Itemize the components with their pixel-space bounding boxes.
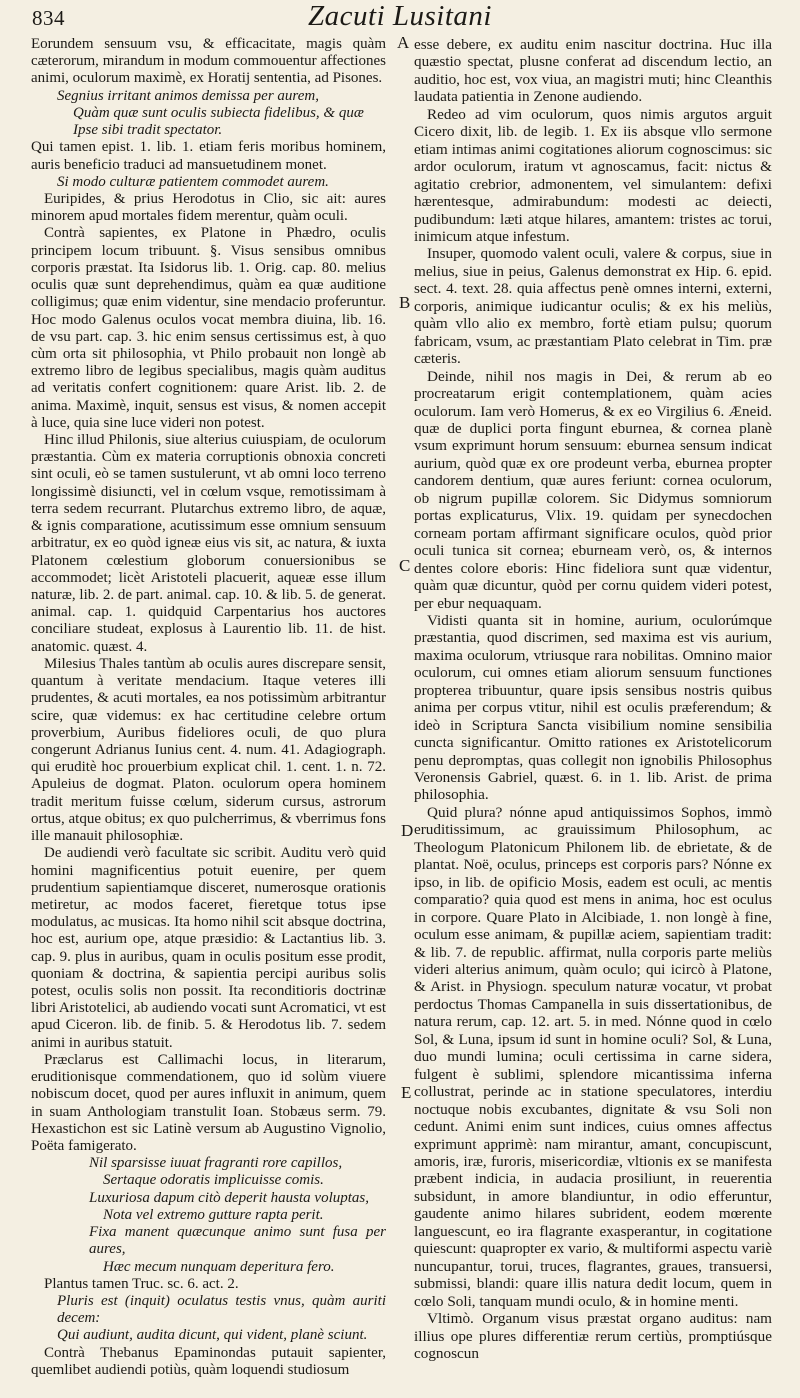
margin-letter-a: A: [397, 33, 410, 52]
right-column-paragraph: Vltimò. Organum visus præstat organo auditus: nam illius ope plures differentiæ rerum certiùs, promptiúsque cognoscun: [414, 1310, 772, 1362]
left-column-paragraph: Plantus tamen Truc. sc. 6. act. 2.: [44, 1275, 239, 1292]
right-column: [414, 36, 772, 1362]
left-column-verse-line: Ipse sibi tradit spectator.: [73, 122, 223, 139]
right-column-paragraph: Redeo ad vim oculorum, quos nimis argutos arguit Cicero dixit, lib. de legib. 1. Ex iis absque vllo sermone etiam intimas animi cogitationes aliorum cognoscimus: sic ardor oculorum, iratum vt agnoscamus, facit: nictus & agitatio crebrior, admonentem, vel simulantem: defixi hærentesque, admirabundum: modesti ac deiecti, pudibundum: læti atque hilares, amantem: tristes ac torui, inimicum atque infestum.: [414, 105, 772, 245]
left-column-paragraph: Præclarus est Callimachi locus, in literarum, eruditionisque commendationem, quo id solùm viuere nobiscum docet, quod per aures influxit in animum, quem in suam Anthologiam transtulit Ioan. Stobæus serm. 79. Hexastichon est sic Latinè versum ab Augustino Vignolio, Poëta famigerato.: [31, 1051, 386, 1154]
margin-letter-b: B: [399, 293, 411, 312]
left-column-paragraph: Eorundem sensuum vsu, & efficacitate, magis quàm cæterorum, mirandum in modum commouentur affectiones animi, oculorum maximè, ex Horatij sententia, ad Pisones.: [31, 36, 386, 87]
margin-letter-e: E: [401, 1083, 412, 1102]
left-column-verse-line: Si modo culturæ patientem commodet aurem.: [57, 173, 329, 190]
right-column-paragraph: Vidisti quanta sit in homine, aurium, oculorúmque præstantia, quod discrimen, sed maxima est vis aurium, maxima oculorum, vtriusque rara nobilitas. Omnino maior oculorum, cui omnes etiam aliorum sensuum functiones propterea tribuuntur, quare ipsis sensibus nostris quibus anima per corpus vtitur, nihil est oculis præferendum; & ideò in Scriptura Sancta visibilium nomine sensibilia cuncta significantur. Omitto rationes ex Aristotelicorum penu depromptas, quas collegit non ignobilis Philosophus Veronensis Gabriel, quæst. 6. in 1. lib. Arist. de prima philosophia.: [414, 611, 772, 804]
left-column-paragraph: Qui tamen epist. 1. lib. 1. etiam feris moribus hominem, auris beneficio traduci ad mansuetudinem monet.: [31, 139, 386, 173]
right-column-paragraph: Deinde, nihil nos magis in Dei, & rerum ab eo procreatarum erigit contemplationem, quàm acies oculorum. Iam verò Homerus, & ex eo Virgilius 6. Æneid. quæ de duplici porta fingunt eburnea, & cornea planè vsum exprimunt horum sensuum: eburnea sensum indicat aurium, quòd quæ ex ore prodeunt verba, eburnea propter candorem dentium, quæ aures feriunt: cornea oculorum, ob nigrum pupillæ colorem. Sic Didymus somniorum portas explicaturus, Vlix. 19. quidam per synecdochen corneam portam affirmant significare oculos, quòd prior oculi tunica sit cornea; eburneam verò, os, & internos dentes colore eboris: Hinc fideliora sunt quæ videntur, quàm quæ dicuntur, quòd per cornu quidem videri potest, per ebur nequaquam.: [414, 367, 772, 612]
margin-letter-c: C: [399, 556, 411, 575]
left-column-paragraph: Contrà Thebanus Epaminondas putauit sapienter, quemlibet audiendi potiùs, quàm loquendi studiosum: [31, 1344, 386, 1378]
left-column-paragraph: Milesius Thales tantùm ab oculis aures discrepare sensit, quantum à veritate mendacium. Itaque veteres illi prudentes, & acuti mortales, ea nos potissimùm arbitrantur scire, quæ videmus: ex hac certitudine celebre ortum proverbium, Auribus fideliores oculi, de quo plura congerunt Adrianus Iunius cent. 4. num. 41. Adagiograph. qui eruditè hoc prouerbium explicat chil. 1. cent. 1. n. 72. Apuleius de dogmat. Platon. oculorum opera hominem tradit meritum fuisse cœlum, siderum cursus, astrorum ortus, atque obitus; ex quo pulcherrimus, & vberrimus fons ille manauit philosophiæ.: [31, 655, 386, 845]
left-column-verse-line: Quàm quæ sunt oculis subiecta fidelibus, & quæ: [73, 104, 364, 121]
left-column-verse-line: Sertaque odoratis implicuisse comis.: [103, 1172, 324, 1189]
right-column-paragraph: esse debere, ex auditu enim nascitur doctrina. Huc illa quæstio spectat, plusne conferat ad discendum lectio, an auditio, hoc est, vox viua, an magistri muti; hinc Cleanthis laudata patientia in Zenone audiendo.: [414, 36, 772, 106]
left-column-paragraph: Hinc illud Philonis, siue alterius cuiuspiam, de oculorum præstantia. Cùm ex materia corruptionis obnoxia concreti sint oculi, eò se tamen sustulerunt, vt ab omni loco terreno longissimè disiuncti, vel in cœlum vsque, remotissimam à terra sedem recurrant. Plutarchus extremo libro, de aquæ, & ignis comparatione, acutissimum esse omnium sensuum arbitratur, ex eo quòd igneæ eius vis sit, ac natura, & iuxta Platonem cœlestium globorum conuersionibus se accommodet; licèt Aristoteli placuerit, aqueæ esse illum naturæ, lib. 2. de part. animal. cap. 10. & lib. 5. de generat. animal. cap. 1. quidquid Carpentarius hos auctores conciliare studeat, explosus à Laurentio lib. 11. de hist. anatomic. quæst. 4.: [31, 432, 386, 655]
running-title: Zacuti Lusitani: [308, 0, 492, 32]
left-column-verse-line: Nota vel extremo gutture rapta perit.: [103, 1206, 324, 1223]
left-column: [31, 36, 386, 1379]
left-column-verse-line: Nil sparsisse iuuat fragranti rore capillos,: [89, 1155, 343, 1172]
right-column-paragraph: Insuper, quomodo valent oculi, valere & corpus, siue in melius, siue in peius, Galenus demonstrat ex Hip. 6. epid. sect. 4. text. 28. quia affectus penè omnes interni, externi, corporis, animique iudicantur oculis; & ex his meliùs, quàm vllo alio ex membro, fortè etiam pulsu; quorum fabricam, vsum, ac præstantiam Plato celebrat in Tim. præ cæteris.: [414, 245, 772, 368]
margin-letter-d: D: [401, 821, 414, 840]
left-column-verse-line: Fixa manent quæcunque animo sunt fusa per aures,: [89, 1224, 386, 1258]
page-number: 834: [32, 6, 65, 30]
left-column-verse-line: Luxuriosa dapum citò deperit hausta voluptas,: [89, 1189, 369, 1206]
left-column-verse-line: Pluris est (inquit) oculatus testis vnus, quàm auriti decem:: [57, 1292, 386, 1327]
left-column-verse-line: Hæc mecum nunquam deperitura fero.: [103, 1258, 335, 1275]
left-column-verse-line: Segnius irritant animos demissa per aurem,: [57, 87, 319, 104]
left-column-paragraph: De audiendi verò facultate sic scribit. Auditu verò quid homini magnificentius potuit euenire, per quem prudentium sapientiamque disceret, numerosque orationis metiretur, ac modos faceret, fieretque totus ipse modulatus, ac musicas. Ita homo nihil scit absque doctrina, hoc est, aurium ope, atque præsidio: & Lactantius lib. 3. cap. 9. plus in auribus, quam in oculis positum esse prodit, quoniam & doctrina, & sapientia percipi auribus solis potest, oculis solis non possit. Ita reconditioris doctrinæ libri Aristotelici, ab audiendo vocati sunt Acromatici, vt est apud Ciceron. lib. de finib. 5. & Herodotus lib. 7. sedem animi in auribus statuit.: [31, 845, 386, 1051]
left-column-paragraph: Euripides, & prius Herodotus in Clio, sic ait: aures minorem apud mortales fidem merentur, quàm oculi.: [31, 190, 386, 225]
left-column-paragraph: Contrà sapientes, ex Platone in Phædro, oculis principem locum tribuunt. §. Visus sensibus omnibus corporis præstat. Ita Isidorus lib. 1. Orig. cap. 80. melius oculis quæ sunt deprehendimus, quàm ea quæ auditione colligimus; quæ enim videntur, sine mendacio proferuntur. Hoc modo Galenus oculos vocat membra diuina, lib. 16. de vsu part. cap. 3. hic enim sensus certissimus est, à quo cùm orta sit philosophia, vt Philo probauit non longè ab extremo libro de legibus specialibus, magis quàm auditus ad veritatis confert cognitionem: quare Arist. lib. 2. de anima. Maximè, inquit, sensus est visus, & nomen accepit à luce, quia sine luce videri non potest.: [31, 225, 386, 431]
left-column-verse-line: Qui audiunt, audita dicunt, qui vident, planè sciunt.: [57, 1327, 368, 1344]
right-column-paragraph: Quid plura? nónne apud antiquissimos Sophos, immò eruditissimum, ac grauissimum Philosophum, ac Theologum Platonicum Philonem lib. de ebrietate, & de plantat. Noë, oculus, princeps est corporis pars? Nónne ex ipso, in lib. de opificio Mosis, eadem est oculi, ac mentis comparatio? quia quod est mens in anima, hoc est oculus in corpore. Quare Plato in Alcibiade, 1. non longè à fine, oculum esse animam, & pupillæ aciem, sapientiam tradit: & lib. 7. de republic. affirmat, nulla corporis parte meliùs videri alterius animum, quàm oculo; qui icircò à Platone, & Arist. in Physiogn. speculum naturæ vocatur, vt probat perdoctus Thomas Campanella in suis dissertationibus, de natura rerum, cap. 12. art. 5. in med. Nónne quod in cœlo Sol, & Luna, ipsum id sunt in homine oculi? Sol, & Luna, duo mundi lumina; oculi certissima in carne sidera, fulgent è sublimi, splendore micantissima inferna collustrat, perinde ac in statione speculatores, interdiu noctuque nobis excubantes, dignitate & vsu Soli non cedunt. Animi enim sunt indices, cuius omnes affectus exprimunt apprimè: nam mirantur, amant, concupiscunt, amoris, iræ, furoris, misericordiæ, vltionis ex se manifesta præbent indicia, in audacia prosiliunt, in reuerentia subsidunt, in amore blandiuntur, in odio efferuntur, gaudente animo hilares subrident, eodem mœrente languescunt, eo ira flagrante exasperantur, in cogitatione quiescunt: quapropter ex vario, & multiformi aspectu variè nuncupantur, torui, truces, flagrantes, graues, transuersi, submissi, blandi: quare illis natura dedit locum, quem in cœlo Soli, tanquam mundi oculo, & in homine menti.: [414, 803, 772, 1310]
